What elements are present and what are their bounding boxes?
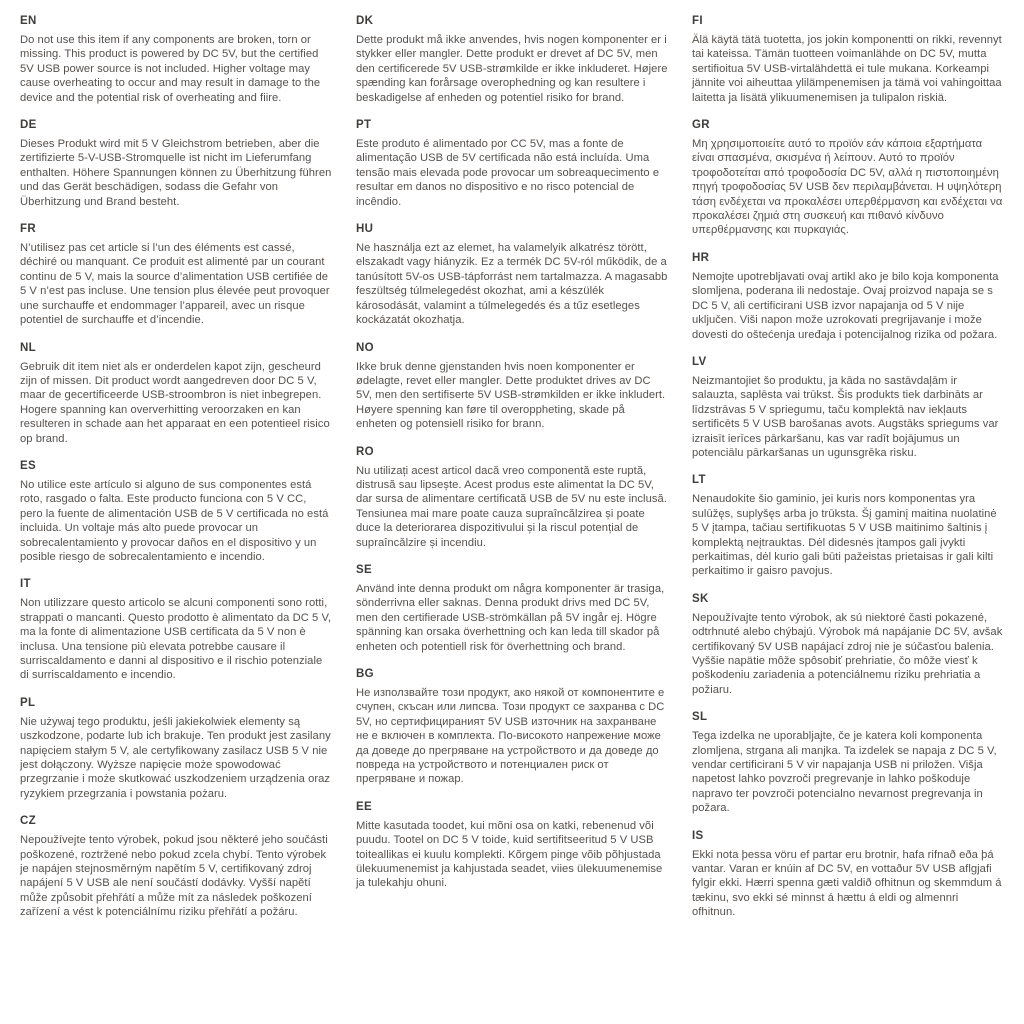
lang-section-lv bbox=[692, 355, 1004, 460]
lang-text: Nemojte upotrebljavati ovaj artikl ako je bilo koja komponenta slomljena, poderana ili nedostaje. Ovaj proizvod napaja se s DC 5 V, ali certificirani USB izvor napajanja od 5 V nije uključen. Viši napon može uzrokovati pregrijavanje i može dovesti do oštećenja uređaja i potencijalnog rizika od požara. bbox=[692, 270, 999, 341]
lang-text: Este produto é alimentado por CC 5V, mas a fonte de alimentação USB de 5V certificada não está incluída. Uma tensão mais elevada pode provocar um sobreaquecimento e resultar em danos no dispositivo e no risco potencial de incêndio. bbox=[356, 138, 660, 208]
lang-code: SL bbox=[692, 711, 708, 724]
lang-section-fi bbox=[692, 14, 1004, 105]
lang-section-se bbox=[356, 563, 668, 654]
lang-code: FR bbox=[20, 223, 36, 236]
lang-code: IT bbox=[20, 578, 31, 591]
lang-text: Do not use this item if any components are broken, torn or missing. This product is powered by DC 5V, but the certified 5V USB power source is not included. Higher voltage may cause overheating to occur and may result in damage to the device and the potential risk of overheating and fiire. bbox=[20, 34, 321, 104]
lang-text: Dette produkt må ikke anvendes, hvis nogen komponenter er i stykker eller mangler. Dette produkt er drevet af DC 5V, men den certificerede 5V USB-strømkilde er ikke inkluderet. Højere spænding kan forårsage overophedning og kan resultere i beskadigelse af enheden og potentiel risiko for brand. bbox=[356, 34, 668, 104]
lang-section-no bbox=[356, 341, 668, 432]
lang-code: ES bbox=[20, 459, 36, 472]
lang-section-pl bbox=[20, 696, 332, 801]
lang-code: SE bbox=[356, 563, 372, 576]
lang-text: Gebruik dit item niet als er onderdelen kapot zijn, gescheurd zijn of missen. Dit product wordt aangedreven door DC 5 V, maar de gecertificeerde USB-stroombron is niet inbegrepen. Hogere spanning kan oververhitting veroorzaken en kan resulteren in schade aan het apparaat en een potentieel risico op brand. bbox=[20, 360, 330, 445]
lang-code: HR bbox=[692, 251, 710, 264]
lang-section-gr bbox=[692, 118, 1004, 238]
lang-section-fr bbox=[20, 222, 332, 327]
lang-section-sk bbox=[692, 592, 1004, 697]
lang-text: No utilice este artículo si alguno de sus componentes está roto, rasgado o falta. Este producto funciona con 5 V CC, pero la fuente de alimentación USB de 5 V certificada no está incluida. Un voltaje más alto puede provocar un sobrecalentamiento y provocar daños en el dispositivo y un posible riesgo de sobrecalentamiento e incendio. bbox=[20, 478, 329, 563]
lang-text: Tega izdelka ne uporabljajte, če je katera koli komponenta zlomljena, strgana ali manjka. Ta izdelek se napaja z DC 5 V, vendar certificirani 5 V vir napajanja USB ni priložen. Višja napetost lahko povzroči pregrevanje in lahko poškoduje napravo ter povzroči potencialno nevarnost pregrevanja in požara. bbox=[692, 730, 997, 815]
lang-section-en bbox=[20, 14, 332, 105]
lang-text: Mitte kasutada toodet, kui mõni osa on katki, rebenenud või puudu. Tootel on DC 5 V toide, kuid sertifitseeritud 5 V USB toiteallikas ei kuulu komplekti. Kõrgem pinge võib põhjustada ülekuumenemist ja kahjustada seadet, viies ülekuumenemise ja tulekahju ohuni. bbox=[356, 819, 663, 890]
column-1 bbox=[20, 14, 332, 933]
lang-section-es bbox=[20, 459, 332, 564]
lang-code: RO bbox=[356, 445, 374, 458]
lang-section-pt bbox=[356, 118, 668, 209]
lang-code: LT bbox=[692, 474, 706, 487]
lang-code: PT bbox=[356, 119, 372, 132]
lang-code: GR bbox=[692, 119, 710, 132]
lang-section-lt bbox=[692, 473, 1004, 578]
lang-code: DE bbox=[20, 119, 37, 132]
column-3 bbox=[692, 14, 1004, 933]
lang-section-ee bbox=[356, 800, 668, 891]
lang-text: Nie używaj tego produktu, jeśli jakiekolwiek elementy są uszkodzone, podarte lub ich brakuje. Ten produkt jest zasilany napięciem stałym 5 V, ale certyfikowany zasilacz USB 5 V nie jest dołączony. Wyższe napięcie może spowodować przegrzanie i może skutkować uszkodzeniem urządzenia oraz ryzykiem przegrzania i powstania pożaru. bbox=[20, 715, 331, 800]
lang-section-sl bbox=[692, 710, 1004, 815]
lang-text: Använd inte denna produkt om några komponenter är trasiga, sönderrivna eller saknas. Denna produkt drivs med DC 5V, men den certifierade USB-strömkällan på 5V ingår ej. Högre spänning kan orsaka överhettning och kan leda till skador på enheten och potentiell risk för överhettning och brand. bbox=[356, 582, 665, 653]
lang-code: IS bbox=[692, 829, 704, 842]
lang-text: Non utilizzare questo articolo se alcuni componenti sono rotti, strappati o mancanti. Questo prodotto è alimentato da DC 5 V, ma la fonte di alimentazione USB certificata da 5 V non è inclusa. Una tensione più elevata potrebbe causare il surriscaldamento e danni al dispositivo e il rischio potenziale di surriscaldamento e incendio. bbox=[20, 597, 332, 682]
lang-text: Neizmantojiet šo produktu, ja kāda no sastāvdaļām ir salauzta, saplēsta vai trūkst. Šis produkts tiek darbināts ar līdzstrāvas 5 V spriegumu, taču komplektā nav iekļauts sertificēts 5 V USB barošanas avots. Augstāks spriegums var izraisīt ierīces pārkaršanu, kas var radīt bojājumus un potenciālu pārkaršanas un ugunsgrēka risku. bbox=[692, 374, 999, 459]
lang-section-hu bbox=[356, 222, 668, 327]
lang-code: CZ bbox=[20, 815, 36, 828]
lang-code: FI bbox=[692, 15, 703, 27]
lang-section-cz bbox=[20, 814, 332, 919]
lang-section-dk bbox=[356, 14, 668, 105]
lang-code: HU bbox=[356, 223, 374, 236]
lang-code: PL bbox=[20, 696, 36, 709]
lang-code: BG bbox=[356, 668, 374, 680]
lang-text: Dieses Produkt wird mit 5 V Gleichstrom betrieben, aber die zertifizierte 5-V-USB-Stromquelle ist nicht im Lieferumfang enthalten. Höhere Spannungen können zu Überhitzung führen und das Gerät beschädigen, sodass die Gefahr von Überhitzung und Brand besteht. bbox=[20, 138, 332, 208]
lang-text: Ne használja ezt az elemet, ha valamelyik alkatrész törött, elszakadt vagy hiányzik. Ez a termék DC 5V-ról működik, de a tanúsított 5V-os USB-tápforrást nem tartalmazza. A magasabb feszültség túlmelegedést okozhat, ami a készülék károsodását, valamint a túlmelegedés és a tűz esetleges kockázatát okozhatja. bbox=[356, 242, 668, 327]
lang-section-ro bbox=[356, 445, 668, 550]
lang-section-de bbox=[20, 118, 332, 209]
lang-code: EN bbox=[20, 15, 37, 27]
column-2 bbox=[356, 14, 668, 933]
lang-text: Не използвайте този продукт, ако някой от компонентите е счупен, скъсан или липсва. Този продукт се захранва с DC 5V, но сертифицираният 5V USB източник на захранване не е включен в комплекта. По-високото напрежение може да доведе до прегряване на устройството и да доведе до повреда на устройството и потенциален риск от прегряване и пожар. bbox=[356, 687, 665, 786]
lang-text: N’utilisez pas cet article si l’un des éléments est cassé, déchiré ou manquant. Ce produit est alimenté par un courant continu de 5 V, mais la source d’alimentation USB certifiée de 5 V n’est pas incluse. Une tension plus élevée peut provoquer une surchauffe et endommager l’appareil, avec un risque potentiel de surchauffe et d’incendie. bbox=[20, 242, 330, 327]
lang-text: Älä käytä tätä tuotetta, jos jokin komponentti on rikki, revennyt tai kateissa. Tämän tuotteen voimanlähde on DC 5V, mutta sertifioitua 5V USB-virtalähdettä ei tule mukana. Korkeampi jännite voi aiheuttaa ylilämpenemisen ja tämä voi vahingoittaa laitetta ja lisätä ylikuumenemisen ja tulipalon riskiä. bbox=[692, 34, 1002, 104]
lang-text: Ekki nota þessa vöru ef partar eru brotnir, hafa rifnað eða þá vantar. Varan er knúin af DC 5V, en vottaður 5V USB aflgjafi fylgir ekki. Hærri spenna gæti valdið ofhitnun og skemmdum á tækinu, svo ekki sé minnst á hættu á eldi og almennri ofhitnun. bbox=[692, 848, 1002, 919]
lang-text: Nu utilizați acest articol dacă vreo componentă este ruptă, distrusă sau lipsește. Acest produs este alimentat la DC 5V, dar sursa de alimentare certificată USB de 5V nu este inclusă. Tensiunea mai mare poate cauza supraîncălzirea și poate duce la deteriorarea dispozitivului și la riscul potențial de supraîncălzire și incendiu. bbox=[356, 464, 667, 549]
lang-text: Nepoužívajte tento výrobok, ak sú niektoré časti pokazené, odtrhnuté alebo chýbajú. Výrobok má napájanie DC 5V, avšak certifikovaný 5V USB napájací zdroj nie je súčasťou balenia. Vyššie napätie môže spôsobiť prehriatie, čo môže viesť k poškodeniu zariadenia a potenciálnemu riziku prehriatia a požiaru. bbox=[692, 611, 1003, 696]
lang-code: EE bbox=[356, 800, 372, 813]
lang-code: DK bbox=[356, 15, 374, 27]
lang-section-is bbox=[692, 829, 1004, 920]
lang-text: Nepoužívejte tento výrobek, pokud jsou některé jeho součásti poškozené, roztržené nebo pokud zcela chybí. Tento výrobek je napájen stejnosměrným napětím 5 V, certifikovaný zdroj napájení 5 V USB ale není součástí dodávky. Vyšší napětí může způsobit přehřátí a může mít za následek poškození zařízení a vést k potenciálnímu riziku přehřátí a požáru. bbox=[20, 834, 328, 919]
lang-section-bg bbox=[356, 667, 668, 787]
lang-text: Μη χρησιμοποιείτε αυτό το προϊόν εάν κάποια εξαρτήματα είναι σπασμένα, σκισμένα ή λείπουν. Αυτό το προϊόν τροφοδοτείται από τροφοδοσία DC 5V, αλλά η πιστοποιημένη πηγή τροφοδοσίας 5V USB δεν περιλαμβάνεται. Η υψηλότερη τάση ενδέχεται να προκαλέσει υπερθέρμανση και ενδέχεται να προκαλέσει ζημιά στη συσκευή και πιθανό κίνδυνο υπερθέρμανσης και πυρκαγιάς. bbox=[692, 138, 1003, 237]
lang-code: LV bbox=[692, 355, 707, 368]
lang-section-hr bbox=[692, 251, 1004, 342]
lang-code: NL bbox=[20, 341, 36, 354]
lang-section-nl bbox=[20, 341, 332, 446]
lang-code: NO bbox=[356, 341, 374, 354]
lang-code: SK bbox=[692, 592, 709, 605]
lang-text: Nenaudokite šio gaminio, jei kuris nors komponentas yra sulūžęs, suplyšęs arba jo trūksta. Šį gaminį maitina nuolatinė 5 V įtampa, tačiau sertifikuotas 5 V USB maitinimo šaltinis į komplektą neįtrauktas. Dėl didesnės įtampos gali įvykti perkaitimas, dėl kurio gali būti pažeistas prietaisas ir gali kilti perkaitimo ir gaisro pavojus. bbox=[692, 493, 997, 578]
lang-text: Ikke bruk denne gjenstanden hvis noen komponenter er ødelagte, revet eller mangler. Dette produktet drives av DC 5V, men den sertifiserte 5V USB-strømkilden er ikke inkludert. Høyere spenning kan føre til overoppheting, skade på enheten og potensiell risiko for brann. bbox=[356, 360, 666, 431]
lang-section-it bbox=[20, 577, 332, 682]
